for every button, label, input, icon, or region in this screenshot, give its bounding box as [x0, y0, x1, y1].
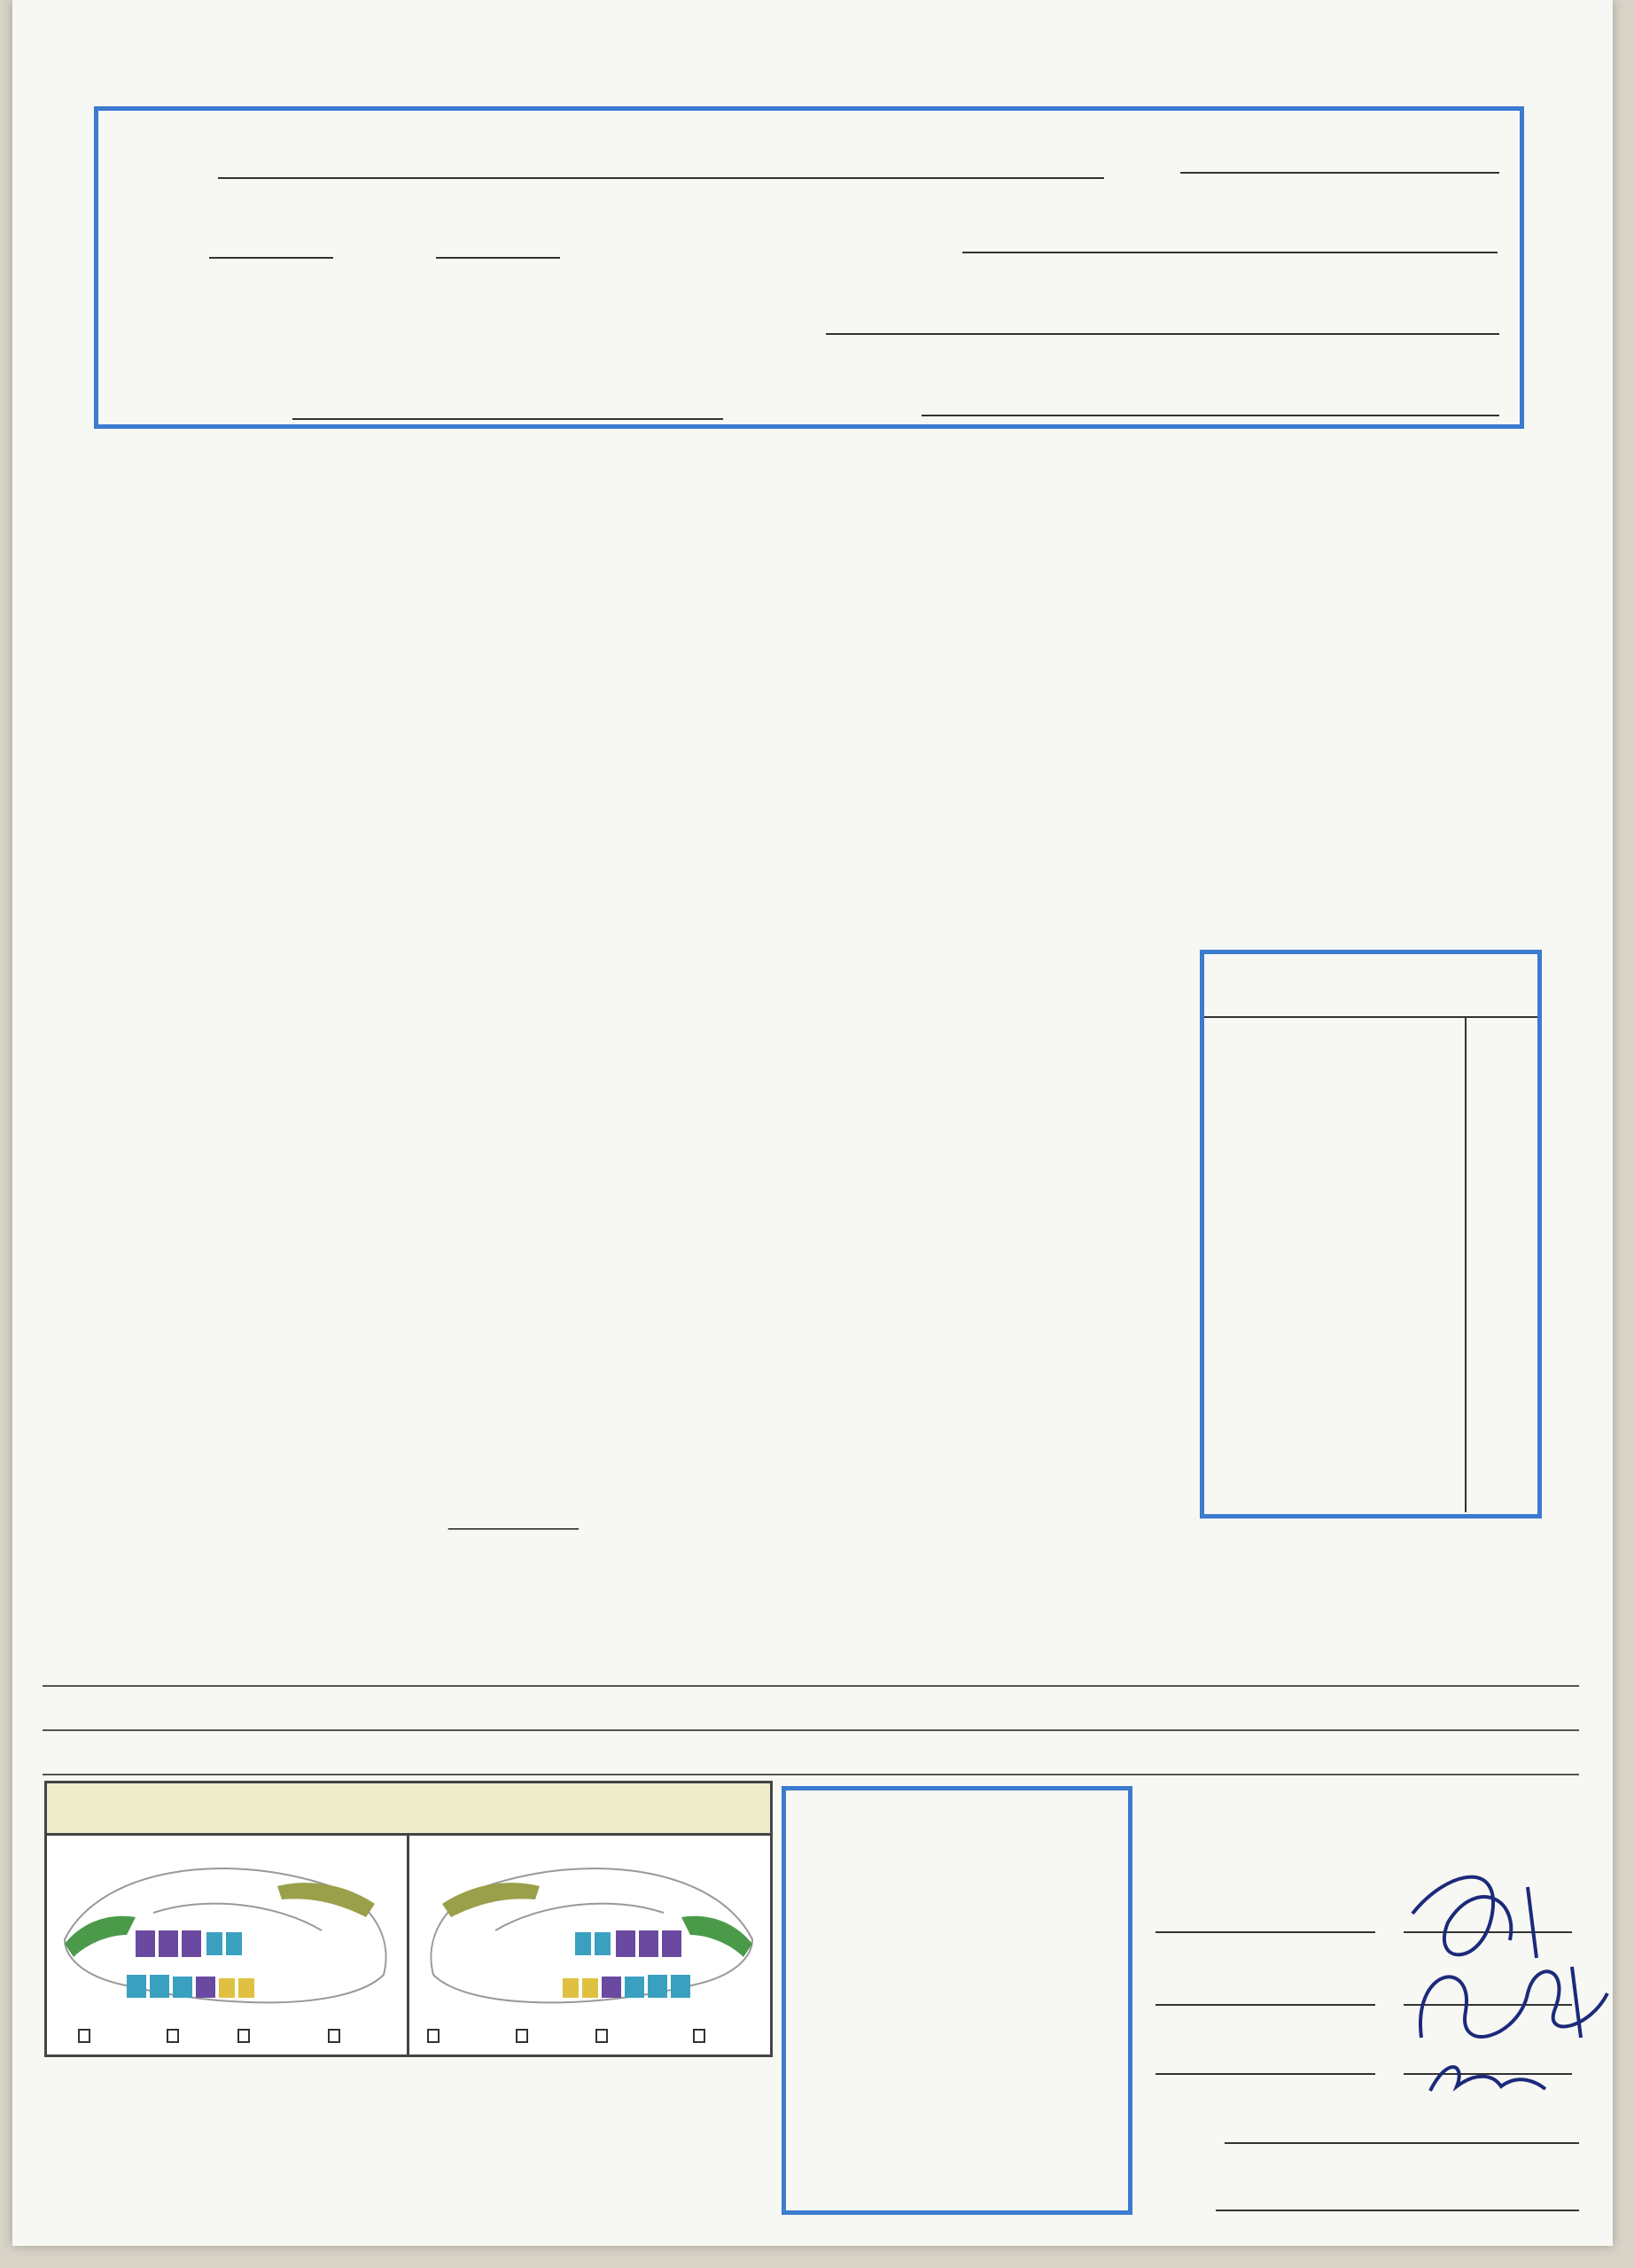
form-title [112, 46, 131, 101]
misurazioni-divider [1465, 1016, 1467, 1512]
chip-line [962, 252, 1498, 253]
data-line [1216, 2210, 1579, 2211]
note-label: ____________ [448, 1508, 579, 1530]
proprietario-line [922, 415, 1499, 416]
giudice-line-1 [1155, 1931, 1375, 1933]
dog-info-box [94, 106, 1524, 429]
signatures [1395, 1860, 1613, 2109]
giudice-line-3 [1155, 2073, 1375, 2075]
nome-line [218, 177, 1104, 179]
giudizio-line-3 [43, 1774, 1579, 1775]
evaluation-sheet [12, 0, 1613, 2246]
colore-line [436, 257, 560, 259]
roi-line [1180, 172, 1499, 174]
left-teeth [65, 1883, 375, 1998]
esito-box [782, 1786, 1132, 2215]
giudice-line-2 [1155, 2004, 1375, 2006]
allevatore-line [292, 418, 723, 420]
right-teeth [442, 1883, 752, 1998]
misurazioni-title [1204, 954, 1537, 1018]
giudizio-line-1 [43, 1685, 1579, 1687]
teeth-diagram [44, 1781, 773, 2057]
teeth-legend-squares [79, 2030, 704, 2042]
giudizio-line-2 [43, 1729, 1579, 1731]
teeth-header [47, 1783, 770, 1836]
nato-line [209, 257, 333, 259]
test-line [826, 333, 1499, 335]
teeth-chart [47, 1833, 770, 2054]
luogo-line [1225, 2142, 1579, 2144]
misurazioni-box [1200, 950, 1542, 1518]
